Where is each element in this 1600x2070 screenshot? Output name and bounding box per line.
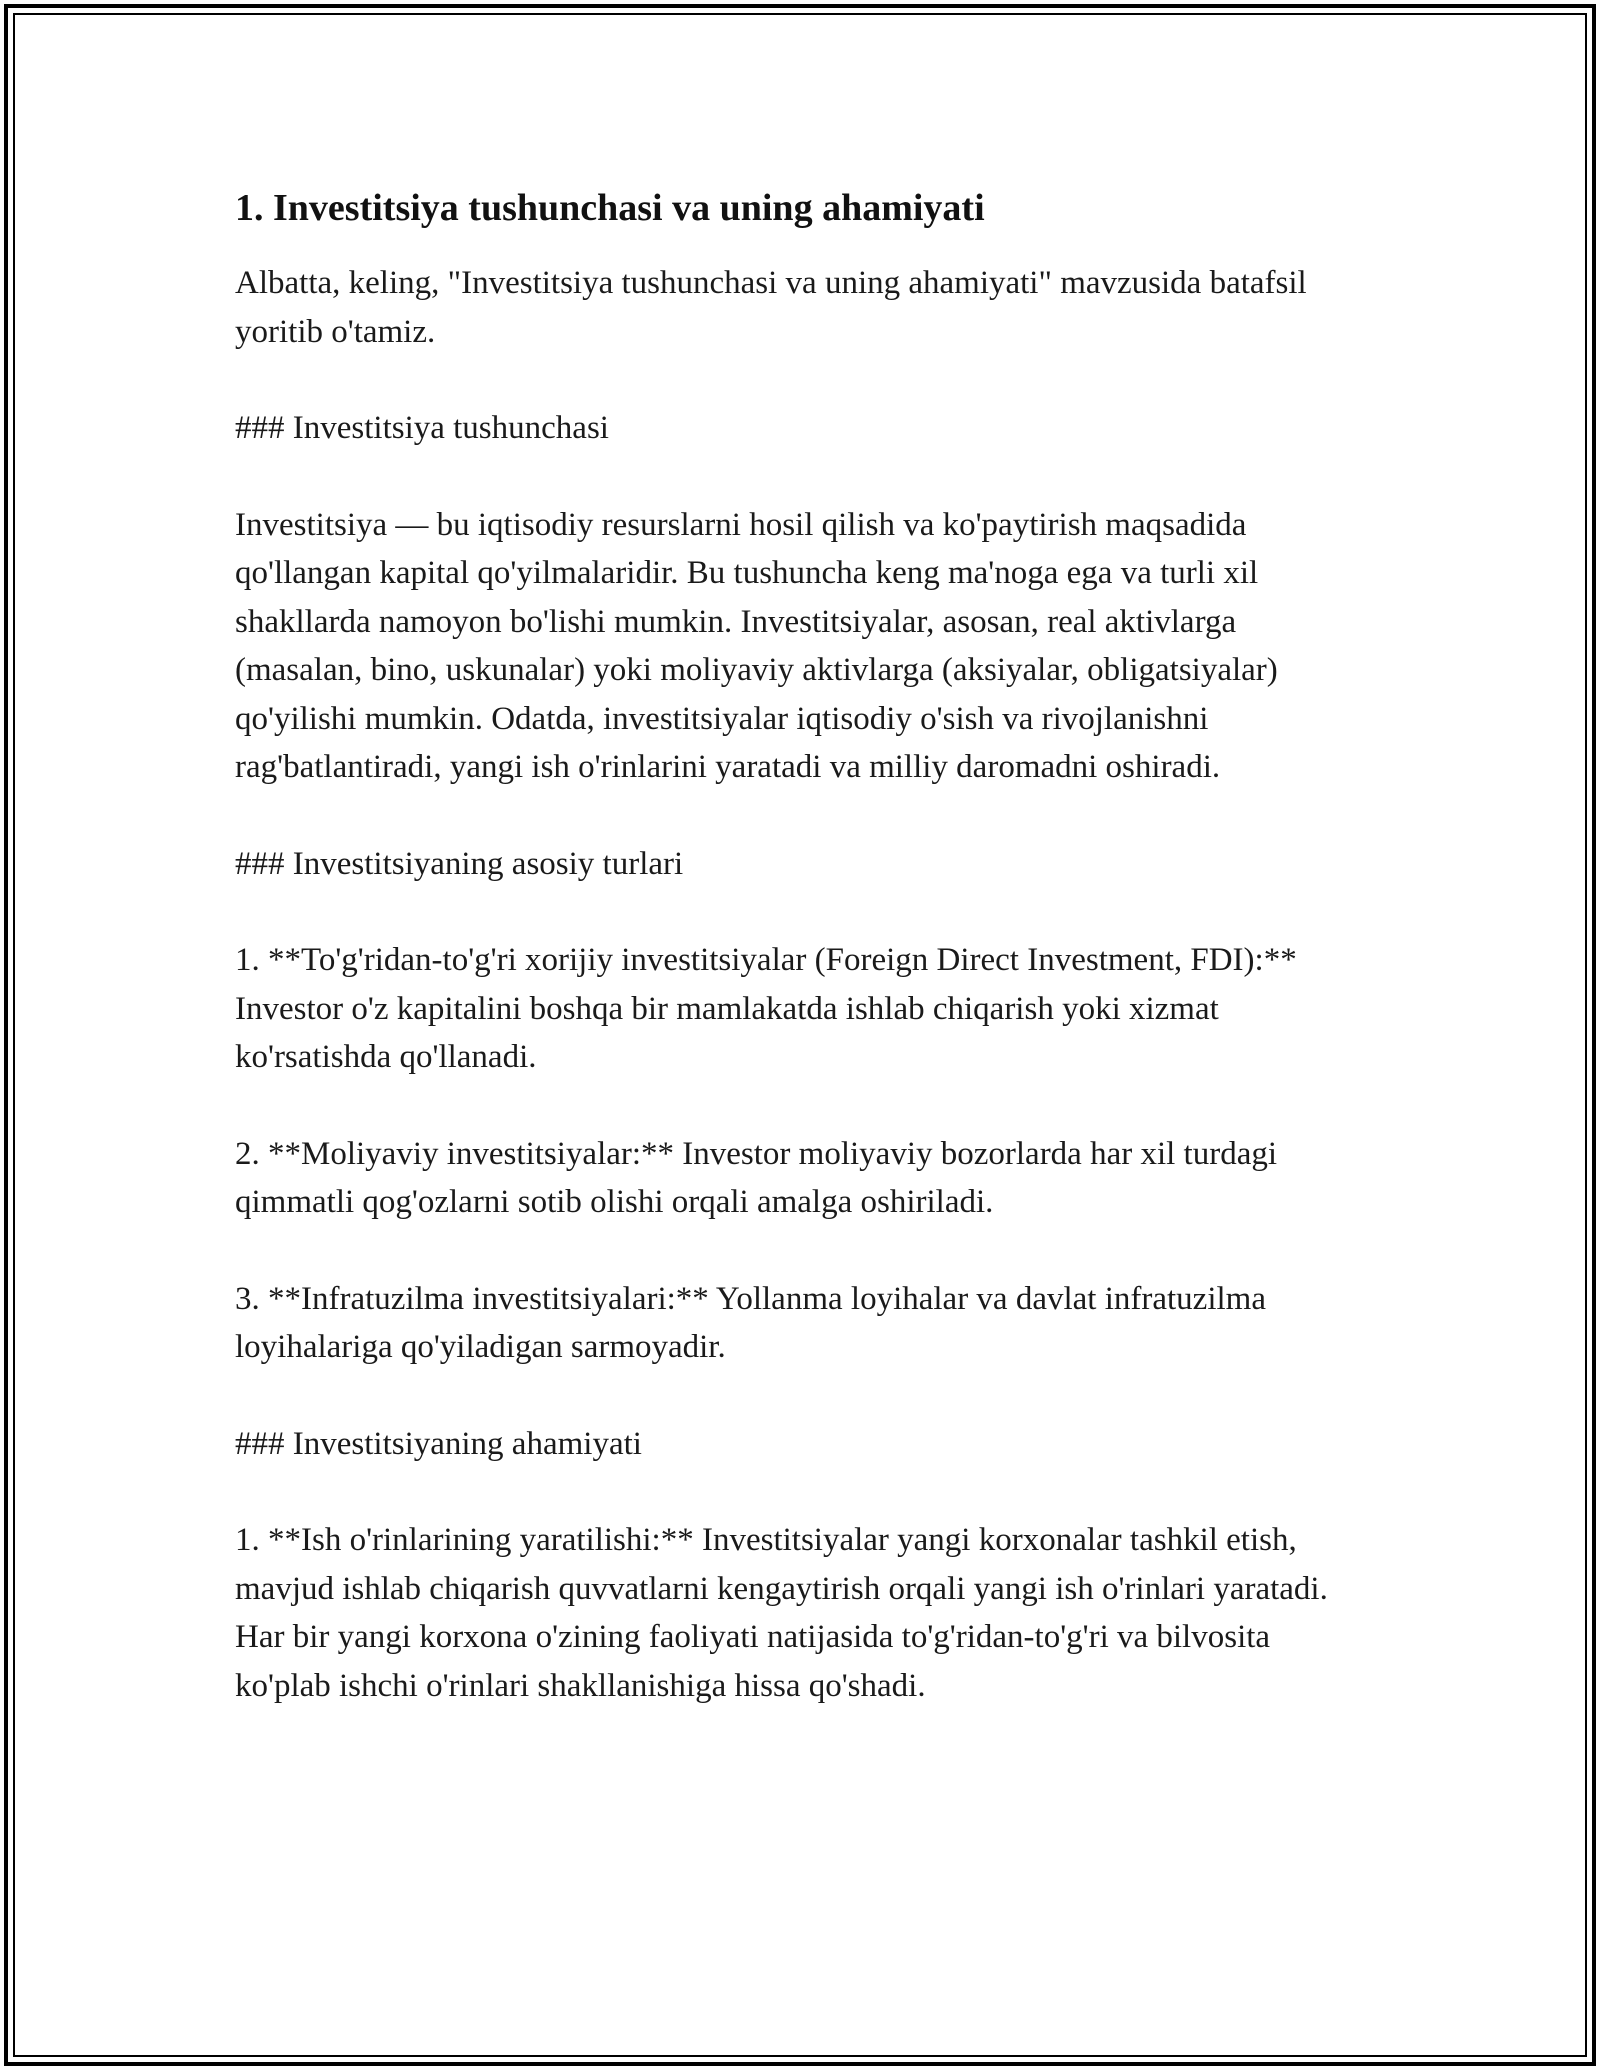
- list-item-financial: 2. **Moliyaviy investitsiyalar:** Investor moliyaviy bozorlarda har xil turdagi qimmatli qog'ozlarni sotib olishi orqali amalga oshiriladi.: [235, 1135, 1278, 1220]
- list-item-fdi: 1. **To'g'ridan-to'g'ri xorijiy investitsiyalar (Foreign Direct Investment, FDI):** Investor o'z kapitalini boshqa bir mamlakatda ishlab chiqarish yoki xizmat ko'rsatishda qo'llanadi.: [235, 942, 1297, 1075]
- list-item-infrastructure: 3. **Infratuzilma investitsiyalari:** Yollanma loyihalar va davlat infratuzilma loyihalariga qo'yiladigan sarmoyadir.: [235, 1280, 1266, 1365]
- section-heading-importance: ### Investitsiyaning ahamiyati: [235, 1425, 642, 1462]
- section-heading-concept: ### Investitsiya tushunchasi: [235, 410, 609, 446]
- document-title: 1. Investitsiya tushunchasi va uning ahamiyati: [235, 187, 985, 229]
- document-body: [235, 185, 1365, 1758]
- list-item-jobs: 1. **Ish o'rinlarining yaratilishi:** Investitsiyalar yangi korxonalar tashkil etish, mavjud ishlab chiqarish quvvatlarni kengaytirish orqali yangi ish o'rinlari yaratadi. Har bir yangi korxona o'zining faoliyati natijasida to'g'ridan-to'g'ri va bilvosita ko'plab ishchi o'rinlari shakllanishiga hissa qo'shadi.: [235, 1522, 1328, 1704]
- section-heading-types: ### Investitsiyaning asosiy turlari: [235, 845, 684, 882]
- intro-paragraph: Albatta, keling, "Investitsiya tushunchasi va uning ahamiyati" mavzusida batafsil yoritib o'tamiz.: [235, 265, 1307, 350]
- concept-paragraph: Investitsiya — bu iqtisodiy resurslarni hosil qilish va ko'paytirish maqsadida qo'llangan kapital qo'yilmalaridir. Bu tushuncha keng ma'noga ega va turli xil shakllarda namoyon bo'lishi mumkin. Investitsiyalar, asosan, real aktivlarga (masalan, bino, uskunalar) yoki moliyaviy aktivlarga (aksiyalar, obligatsiyalar) qo'yilishi mumkin. Odatda, investitsiyalar iqtisodiy o'sish va rivojlanishni rag'batlantiradi, yangi ish o'rinlarini yaratadi va milliy daromadni oshiradi.: [235, 506, 1278, 785]
